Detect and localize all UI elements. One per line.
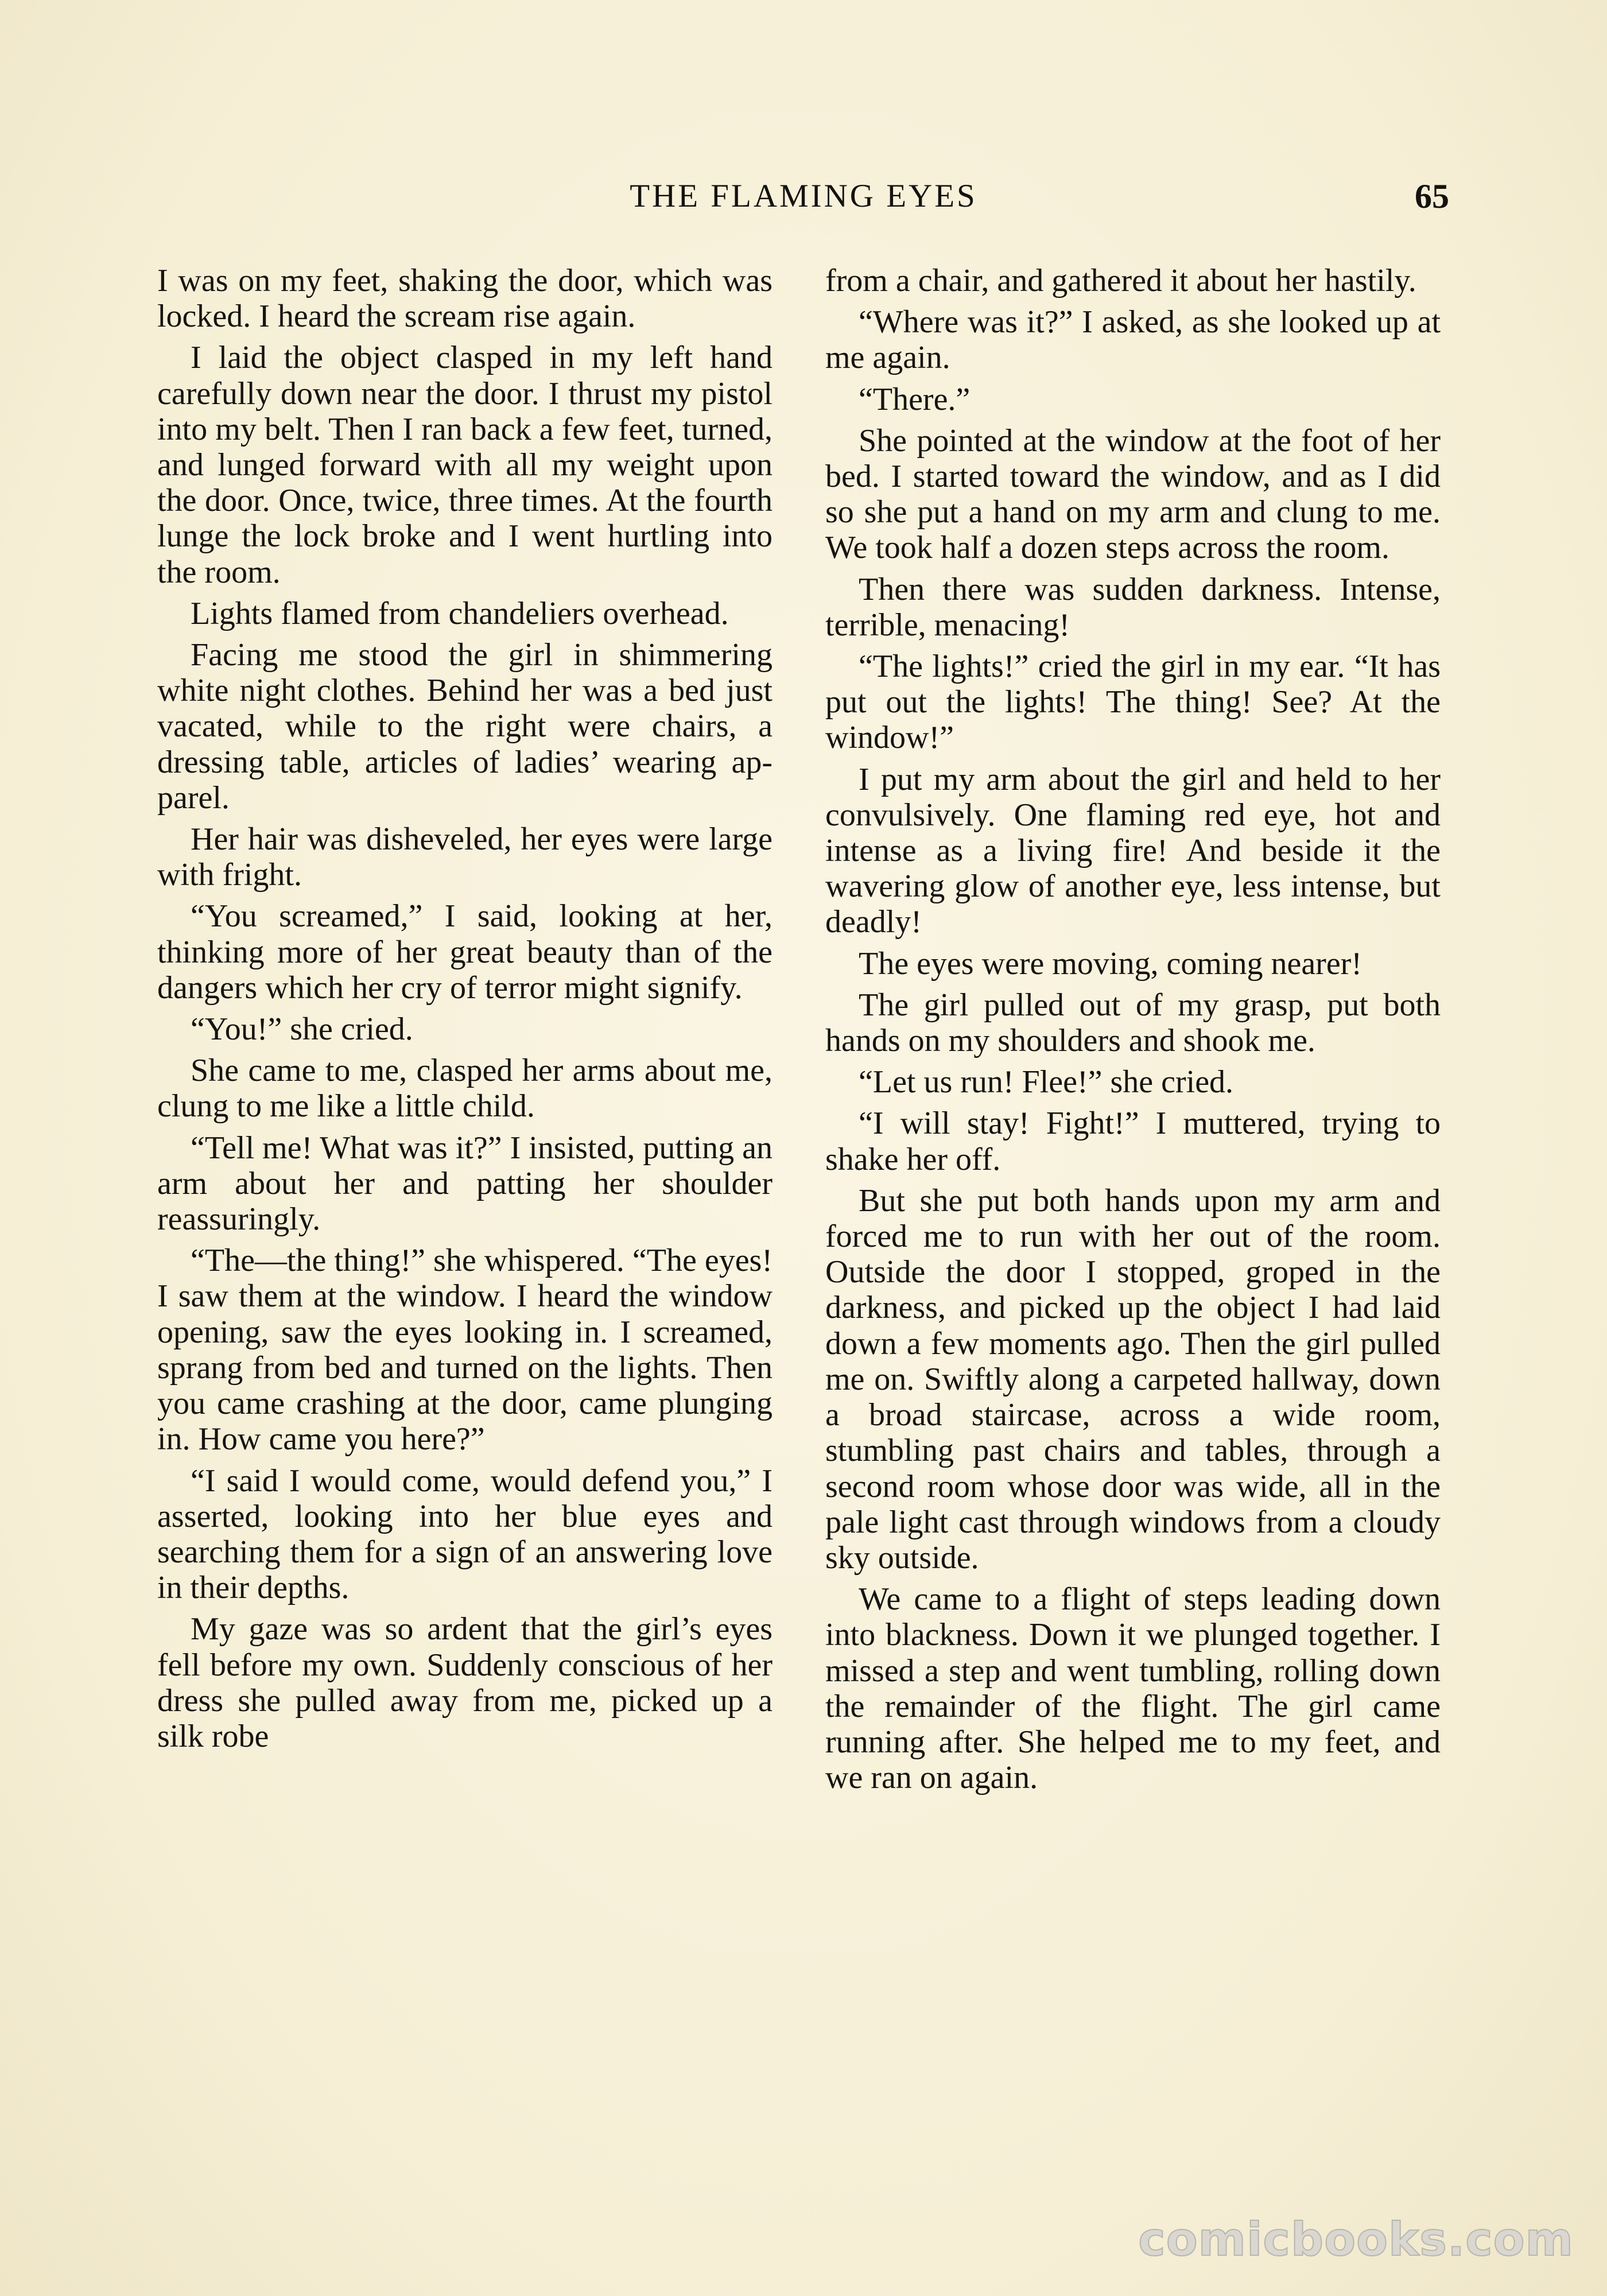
paragraph: I was on my feet, shaking the door, which was locked. I heard the scream rise again. [157,263,773,335]
paragraph: “You screamed,” I said, looking at her, thinking more of her great beauty than of the dangers which her cry of terror might signify. [157,898,773,1006]
paragraph: from a chair, and gathered it about her hastily. [825,263,1416,298]
paragraph: “I said I would come, would defend you,” I asserted, looking into her blue eyes and searching them for a sign of an answering love in their depths. [157,1463,773,1606]
paragraph: The girl pulled out of my grasp, put both hands on my shoulders and shook me. [825,987,1441,1059]
paragraph: “Where was it?” I asked, as she looked up at me again. [825,304,1441,376]
paragraph: She came to me, clasped her arms about me, clung to me like a little child. [157,1053,773,1124]
paragraph: “The lights!” cried the girl in my ear. “It has put out the lights! The thing! See? At the window!” [825,649,1441,756]
paragraph: “Tell me! What was it?” I insisted, putting an arm about her and patting her shoulder reassuringly. [157,1130,773,1238]
right-text-column [825,263,1441,1801]
site-watermark: comicbooks.com [1138,2213,1574,2266]
paragraph: Lights flamed from chandeliers overhead. [191,595,729,631]
paragraph: My gaze was so ardent that the girl’s eyes fell before my own. Suddenly conscious of her dress she pulled away from me, picked up a silk robe [157,1611,773,1754]
running-header [158,173,1449,219]
paragraph: We came to a flight of steps leading down into blackness. Down it we plunged together. I missed a step and went tumbling, rolling down the remainder of the flight. The girl came running after. She helped me to my feet, and we ran on again. [825,1581,1441,1796]
paragraph: “The—the thing!” she whispered. “The eyes! I saw them at the window. I heard the window opening, saw the eyes looking in. I screamed, sprang from bed and turned on the lights. Then you came crashing at the door, came plunging in. How came you here?” [157,1243,773,1457]
page-number: 65 [1415,177,1449,215]
paragraph: Facing me stood the girl in shimmering white night clothes. Behind her was a bed just vacated, while to the right were chairs, a dressing table, articles of ladies’ wearing apparel. [157,637,773,816]
left-text-column [157,263,773,1760]
paragraph: “There.” [859,381,971,417]
paragraph: Her hair was disheveled, her eyes were large with fright. [157,821,773,893]
paragraph: I laid the object clasped in my left hand carefully down near the door. I thrust my pistol into my belt. Then I ran back a few feet, turned, and lunged forward with all my weight upon the door. Once, twice, three times. At the fourth lunge the lock broke and I went hurtling into the room. [157,340,773,590]
paragraph: The eyes were moving, coming nearer! [859,945,1362,982]
paragraph: “You!” she cried. [191,1011,413,1048]
chapter-title: THE FLAMING EYES [630,178,977,214]
paragraph: But she put both hands upon my arm and forced me to run with her out of the room. Outside the door I stopped, groped in the darkness, and picked up the object I had laid down a few moments ago. Then the girl pulled me on. Swiftly along a carpeted hallway, down a broad staircase, across a wide room, stumbling past chairs and tables, through a second room whose door was wide, all in the pale light cast through windows from a cloudy sky outside. [825,1182,1441,1576]
paragraph: “Let us run! Flee!” she cried. [859,1064,1234,1100]
paragraph: “I will stay! Fight!” I muttered, trying to shake her off. [825,1106,1441,1177]
paragraph: Then there was sudden darkness. Intense, terrible, menacing! [825,571,1441,643]
paragraph: She pointed at the window at the foot of her bed. I started toward the window, and as I did so she put a hand on my arm and clung to me. We took half a dozen steps across the room. [825,422,1441,566]
paragraph: I put my arm about the girl and held to her convulsively. One flaming red eye, hot and intense as a living fire! And beside it the wavering glow of another eye, less intense, but deadly! [825,761,1441,940]
